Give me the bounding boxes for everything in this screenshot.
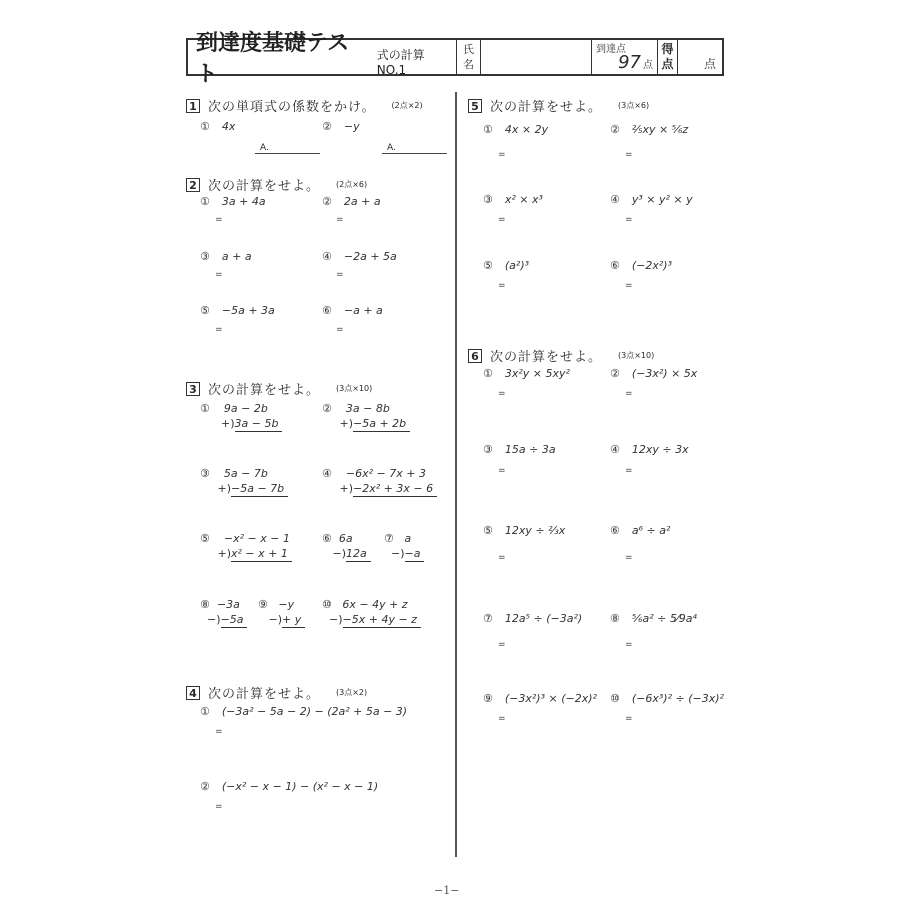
answer-eq-5-6[interactable]: =	[625, 281, 633, 291]
problem-number: ⑥	[610, 524, 620, 537]
problem-6-7	[483, 612, 582, 625]
problem-number: ③	[200, 250, 210, 263]
column-problem-3-10	[322, 597, 421, 628]
problem-expression: y³ × y² × y	[631, 193, 693, 206]
answer-eq-2-6[interactable]: =	[336, 325, 344, 335]
problem-operator: +)	[339, 417, 353, 430]
score-label-char-2: 点	[661, 57, 674, 71]
problem-6-4	[610, 443, 689, 456]
problem-expression: (−3x²)³ × (−2x)²	[504, 692, 597, 705]
problem-5-1	[483, 123, 548, 136]
answer-eq-5-3[interactable]: =	[498, 215, 506, 225]
problem-6-9	[483, 692, 597, 705]
problem-1-1	[200, 120, 235, 133]
section-2-title	[186, 175, 367, 194]
answer-eq-6-10[interactable]: =	[625, 714, 633, 724]
answer-eq-2-1[interactable]: =	[215, 215, 223, 225]
problem-bottom-row: −5x + 4y − z	[343, 612, 421, 628]
problem-5-4	[610, 193, 693, 206]
answer-eq-4-1[interactable]: =	[215, 727, 223, 737]
section-number-box: 3	[186, 382, 200, 396]
problem-number: ⑤	[483, 524, 493, 537]
score-label	[658, 40, 678, 74]
problem-expression: 3a + 4a	[221, 195, 266, 208]
column-problem-3-2	[322, 401, 410, 432]
problem-number: ①	[200, 120, 210, 133]
score-unit: 点	[703, 57, 716, 71]
answer-eq-4-2[interactable]: =	[215, 802, 223, 812]
column-problem-3-5	[200, 531, 292, 562]
problem-expression: ⅖xy × ⅚z	[631, 123, 689, 136]
problem-expression: ⅚a² ÷ 5⁄9a⁴	[631, 612, 697, 625]
score-field[interactable]	[678, 40, 722, 74]
problem-bottom-row: −5a	[221, 612, 248, 628]
problem-expression: (a²)³	[504, 259, 530, 272]
answer-eq-2-5[interactable]: =	[215, 325, 223, 335]
problem-bottom-row: −5a − 7b	[231, 481, 288, 497]
problem-top-row: −6x² − 7x + 3	[345, 467, 426, 480]
problem-6-10	[610, 692, 724, 705]
problem-number: ②	[610, 123, 620, 136]
reach-score-label: 到達点	[596, 44, 626, 55]
column-problem-3-7	[384, 531, 424, 562]
problem-2-3	[200, 250, 252, 263]
problem-bottom-row: + y	[282, 612, 305, 628]
problem-6-8	[610, 612, 697, 625]
answer-eq-6-7[interactable]: =	[498, 640, 506, 650]
answer-eq-5-5[interactable]: =	[498, 281, 506, 291]
problem-2-4	[322, 250, 397, 263]
problem-number: ④	[610, 193, 620, 206]
problem-number: ⑤	[483, 259, 493, 272]
problem-number: ①	[483, 367, 493, 380]
section-points: (3点×10)	[618, 351, 655, 360]
section-number-box: 6	[468, 349, 482, 363]
problem-6-2	[610, 367, 697, 380]
section-number-box: 1	[186, 99, 200, 113]
section-4-title	[186, 683, 367, 702]
problem-expression: (−6x³)² ÷ (−3x)²	[631, 692, 724, 705]
test-subtitle: 式の計算 NO.1	[376, 47, 425, 77]
score-label-char-1: 得	[661, 42, 674, 56]
answer-eq-2-3[interactable]: =	[215, 270, 223, 280]
name-label	[457, 40, 481, 74]
problem-2-2	[322, 195, 381, 208]
problem-top-row: −y	[278, 598, 295, 611]
problem-number: ②	[322, 195, 332, 208]
problem-expression: −2a + 5a	[343, 250, 397, 263]
section-5-title	[468, 96, 649, 115]
problem-expression: a⁶ ÷ a²	[631, 524, 671, 537]
section-instruction: 次の計算をせよ。	[490, 350, 603, 365]
problem-top-row: 9a − 2b	[223, 402, 268, 415]
section-points: (2点×2)	[391, 101, 423, 110]
problem-number: ⑨	[483, 692, 493, 705]
problem-number: ⑥	[322, 532, 332, 545]
problem-expression: 12xy ÷ 3x	[631, 443, 689, 456]
problem-top-row: 5a − 7b	[223, 467, 268, 480]
answer-eq-5-4[interactable]: =	[625, 215, 633, 225]
column-divider	[455, 92, 457, 857]
problem-top-row: 3a − 8b	[345, 402, 390, 415]
problem-bottom-row: x² − x + 1	[231, 546, 292, 562]
problem-expression: −5a + 3a	[221, 304, 275, 317]
answer-eq-6-1[interactable]: =	[498, 389, 506, 399]
problem-expression: 2a + a	[343, 195, 381, 208]
section-number-box: 4	[186, 686, 200, 700]
problem-expression: −y	[343, 120, 360, 133]
problem-expression: −a + a	[343, 304, 383, 317]
problem-5-2	[610, 123, 688, 136]
section-instruction: 次の計算をせよ。	[490, 100, 603, 115]
problem-2-5	[200, 304, 275, 317]
problem-number: ⑨	[258, 598, 268, 611]
problem-number: ⑩	[322, 598, 332, 611]
section-number-box: 2	[186, 178, 200, 192]
problem-expression: a + a	[221, 250, 252, 263]
problem-top-row: −3a	[216, 598, 240, 611]
problem-expression: 12xy ÷ ⅔x	[504, 524, 566, 537]
answer-eq-6-6[interactable]: =	[625, 553, 633, 563]
answer-eq-6-9[interactable]: =	[498, 714, 506, 724]
section-1-title	[186, 96, 423, 115]
problem-operator: −)	[391, 547, 405, 560]
problem-6-6	[610, 524, 670, 537]
problem-expression: x² × x³	[504, 193, 543, 206]
problem-number: ⑤	[200, 304, 210, 317]
problem-number: ③	[483, 193, 493, 206]
answer-field-1-1[interactable]: A.	[255, 143, 320, 154]
problem-6-5	[483, 524, 565, 537]
column-problem-3-1	[200, 401, 282, 432]
problem-6-3	[483, 443, 556, 456]
problem-expression: (−x² − x − 1) − (x² − x − 1)	[221, 780, 379, 793]
column-problem-3-4	[322, 466, 437, 497]
problem-6-1	[483, 367, 570, 380]
reach-score-cell	[592, 40, 658, 74]
problem-expression: (−3x²) × 5x	[631, 367, 698, 380]
problem-number: ⑦	[483, 612, 493, 625]
column-problem-3-8	[200, 597, 247, 628]
section-3-title	[186, 379, 372, 398]
problem-top-row: a	[404, 532, 412, 545]
problem-bottom-row: −2x² + 3x − 6	[353, 481, 437, 497]
section-points: (3点×2)	[336, 688, 368, 697]
problem-number: ④	[322, 250, 332, 263]
problem-5-5	[483, 259, 529, 272]
problem-number: ⑥	[322, 304, 332, 317]
section-instruction: 次の単項式の係数をかけ。	[208, 100, 376, 115]
answer-field-1-2[interactable]: A.	[382, 143, 447, 154]
answer-eq-6-5[interactable]: =	[498, 553, 506, 563]
problem-4-2	[200, 780, 378, 793]
problem-number: ②	[322, 402, 332, 415]
problem-number: ⑥	[610, 259, 620, 272]
header-title-cell	[188, 31, 457, 87]
problem-number: ④	[322, 467, 332, 480]
answer-eq-6-8[interactable]: =	[625, 640, 633, 650]
answer-eq-2-4[interactable]: =	[336, 270, 344, 280]
problem-number: ⑧	[610, 612, 620, 625]
problem-expression: 15a ÷ 3a	[504, 443, 556, 456]
problem-operator: +)	[217, 547, 231, 560]
section-number-box: 5	[468, 99, 482, 113]
problem-operator: −)	[207, 613, 221, 626]
problem-number: ①	[200, 195, 210, 208]
answer-eq-2-2[interactable]: =	[336, 215, 344, 225]
problem-number: ⑦	[384, 532, 394, 545]
name-label-char-1: 氏	[463, 43, 474, 56]
problem-number: ①	[483, 123, 493, 136]
answer-eq-6-4[interactable]: =	[625, 466, 633, 476]
answer-eq-6-3[interactable]: =	[498, 466, 506, 476]
problem-operator: +)	[220, 417, 235, 430]
problem-bottom-row: 3a − 5b	[235, 416, 283, 432]
test-title: 到達度基礎テスト	[196, 31, 350, 87]
problem-expression: (−3a² − 5a − 2) − (2a² + 5a − 3)	[221, 705, 408, 718]
reach-score-unit: 点	[643, 60, 653, 71]
answer-eq-6-2[interactable]: =	[625, 389, 633, 399]
problem-bottom-row: −5a + 2b	[353, 416, 410, 432]
section-points: (3点×10)	[336, 384, 373, 393]
reach-score-value: 97	[618, 52, 641, 73]
answer-eq-5-2[interactable]: =	[625, 150, 633, 160]
problem-number: ②	[200, 780, 210, 793]
problem-operator: −)	[268, 613, 283, 626]
problem-operator: −)	[332, 547, 347, 560]
problem-1-2	[322, 120, 360, 133]
column-problem-3-9	[258, 597, 305, 628]
name-label-char-2: 名	[463, 58, 474, 71]
problem-top-row: 6a	[338, 532, 353, 545]
problem-5-3	[483, 193, 543, 206]
problem-operator: +)	[339, 482, 353, 495]
section-instruction: 次の計算をせよ。	[208, 687, 321, 702]
reach-score-value-wrap	[618, 52, 653, 73]
problem-expression: 4x × 2y	[504, 123, 549, 136]
problem-expression: 12a⁵ ÷ (−3a²)	[504, 612, 583, 625]
problem-expression: (−2x²)³	[631, 259, 673, 272]
problem-operator: −)	[329, 613, 343, 626]
problem-expression: 4x	[221, 120, 236, 133]
test-header	[186, 31, 724, 87]
answer-eq-5-1[interactable]: =	[498, 150, 506, 160]
section-instruction: 次の計算をせよ。	[208, 383, 321, 398]
problem-operator: +)	[217, 482, 231, 495]
problem-top-row: 6x − 4y + z	[342, 598, 408, 611]
problem-number: ①	[200, 705, 210, 718]
problem-2-1	[200, 195, 266, 208]
problem-number: ①	[200, 402, 210, 415]
column-problem-3-3	[200, 466, 288, 497]
problem-number: ②	[610, 367, 620, 380]
problem-bottom-row: 12a	[346, 546, 371, 562]
column-problem-3-6	[322, 531, 371, 562]
problem-number: ④	[610, 443, 620, 456]
problem-number: ③	[200, 467, 210, 480]
problem-number: ⑩	[610, 692, 620, 705]
problem-5-6	[610, 259, 672, 272]
problem-number: ⑤	[200, 532, 210, 545]
problem-top-row: −x² − x − 1	[223, 532, 290, 545]
page-number: −1−	[434, 884, 460, 897]
problem-number: ⑧	[200, 598, 210, 611]
problem-4-1	[200, 705, 407, 718]
problem-bottom-row: −a	[405, 546, 425, 562]
problem-number: ③	[483, 443, 493, 456]
section-points: (3点×6)	[618, 101, 650, 110]
problem-expression: 3x²y × 5xy²	[504, 367, 570, 380]
section-instruction: 次の計算をせよ。	[208, 179, 321, 194]
problem-number: ②	[322, 120, 332, 133]
name-field[interactable]	[481, 40, 592, 74]
section-6-title	[468, 346, 654, 365]
problem-2-6	[322, 304, 383, 317]
section-points: (2点×6)	[336, 180, 368, 189]
